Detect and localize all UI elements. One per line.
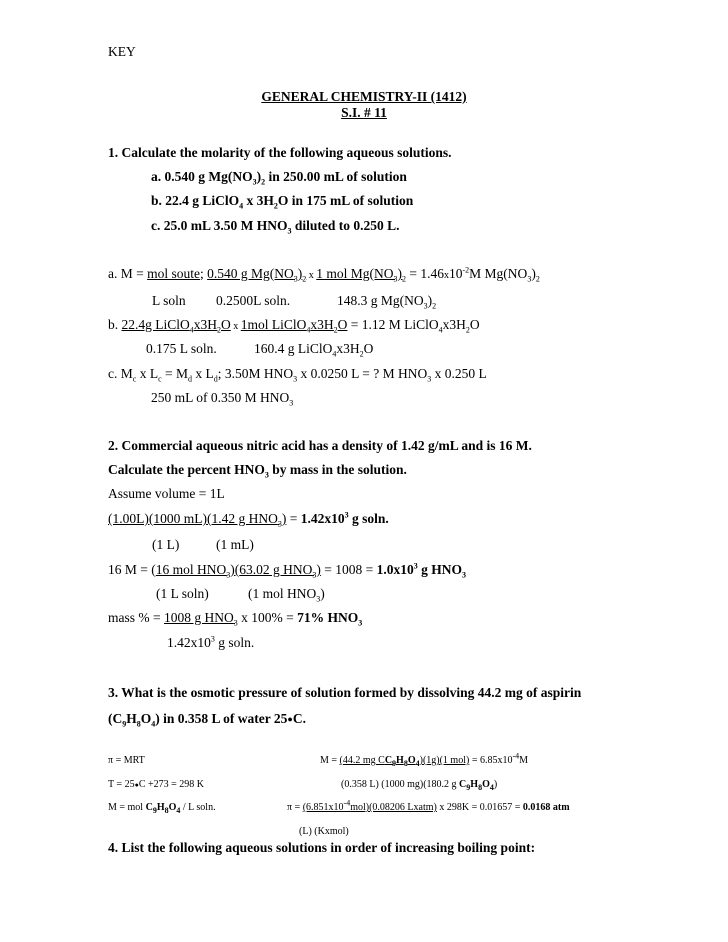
q2-mass-den: $1.42x10^3$ g soln.	[167, 634, 255, 650]
q1-c-answer: c. $M_c$ x $L_c = M_d$ x $L_d$; 3.50M $HNO_3$ x 0.0250 L = ? M $HNO_3$ x 0.250 L	[108, 366, 487, 384]
q3-pi-mrt: π = MRT	[108, 755, 145, 766]
key-label: KEY	[108, 44, 136, 59]
q1-a-den3: 148.3 g $Mg(NO_3)_2$	[337, 293, 437, 311]
q3-question-line2: $(C_9H_8O_4)$ in 0.358 L of water 25●C.	[108, 711, 306, 729]
q3-molarity-def: M = mol $C_9H_8O_4$ / L soln.	[108, 802, 216, 815]
q1-a-prompt: a. 0.540 g $Mg(NO_3)_2$ in 250.00 mL of solution	[151, 169, 407, 187]
q2-assume: Assume volume = 1L	[108, 486, 225, 501]
q2-line2: 16 M = (16 mol $HNO_3)(63.02$ g $HNO_3) = 1008 = 1.0x10^3$ g $HNO_3$	[108, 561, 466, 580]
q1-a-den1: L soln	[152, 293, 186, 308]
q1-b-den1: 0.175 L soln.	[146, 341, 217, 356]
q3-molarity-den: (0.358 L) (1000 mg)(180.2 g $C_9H_8O_4$)	[341, 779, 498, 792]
q1-b-answer: b. 22.4g $LiClO_4x3H_2O$ x 1mol $LiClO_4x3H_2O = 1.12$ M $LiClO_4x3H_2O$	[108, 317, 480, 335]
q1-c-prompt: c. 25.0 mL 3.50 M $HNO_3$ diluted to 0.250 L.	[151, 218, 400, 236]
q1-a-answer: a. M = mol soute; 0.540 g $Mg(NO_3)_2$ x 1 mol $Mg(NO_3)_2 = 1.46x10^{-2}M$ $Mg(NO_3)_2$	[108, 265, 540, 284]
q3-molarity-eq: M = (44.2 mg $CC_9H_8O_4)(1g)(1$ $mol) = 6.85x10^{-4}M$	[320, 751, 529, 768]
q2-line2-den2: (1 mol $HNO_3$)	[248, 586, 325, 604]
q3-temperature: T = 25●C +273 = 298 K	[108, 779, 204, 790]
q1-c-line2: 250 mL of 0.350 M $HNO_3$	[151, 390, 294, 408]
q2-line1-den1: (1 L)	[152, 537, 180, 552]
q4-question: 4. List the following aqueous solutions in order of increasing boiling point:	[108, 840, 536, 855]
q2-question-line2: Calculate the percent $HNO_3$ by mass in the solution.	[108, 462, 407, 480]
q2-line1-den2: (1 mL)	[216, 537, 254, 552]
q1-b-den2: 160.4 g $LiClO_4x3H_2O$	[254, 341, 374, 359]
q2-line2-den1: (1 L soln)	[156, 586, 209, 601]
q1-a-den2: 0.2500L soln.	[216, 293, 291, 308]
q3-question-line1: 3. What is the osmotic pressure of solution formed by dissolving 44.2 mg of aspirin	[108, 685, 582, 700]
q2-line1: (1.00L)(1000 mL)(1.42 g $HNO_3) = 1.42x10^3$ g soln.	[108, 510, 389, 529]
q3-osmotic-den: (L) (Kxmol)	[299, 826, 349, 837]
q2-mass-percent: mass % = 1008 g $HNO_3$ x 100% = 71% $HNO_3$	[108, 610, 363, 628]
document-subtitle: S.I. # 11	[341, 105, 387, 120]
q1-question: 1. Calculate the molarity of the following aqueous solutions.	[108, 145, 452, 160]
q1-b-prompt: b. 22.4 g LiClO$_4$ x $3H_2O$ in 175 mL of solution	[151, 193, 414, 211]
q3-osmotic-eq: $\pi = (6.851x10^{-4}mol)(0.08206$ Lxatm) x 298K = 0.01657 = 0.0168 atm	[287, 798, 570, 813]
document-title: GENERAL CHEMISTRY-II (1412)	[261, 89, 467, 104]
q2-question-line1: 2. Commercial aqueous nitric acid has a density of 1.42 g/mL and is 16 M.	[108, 438, 532, 453]
